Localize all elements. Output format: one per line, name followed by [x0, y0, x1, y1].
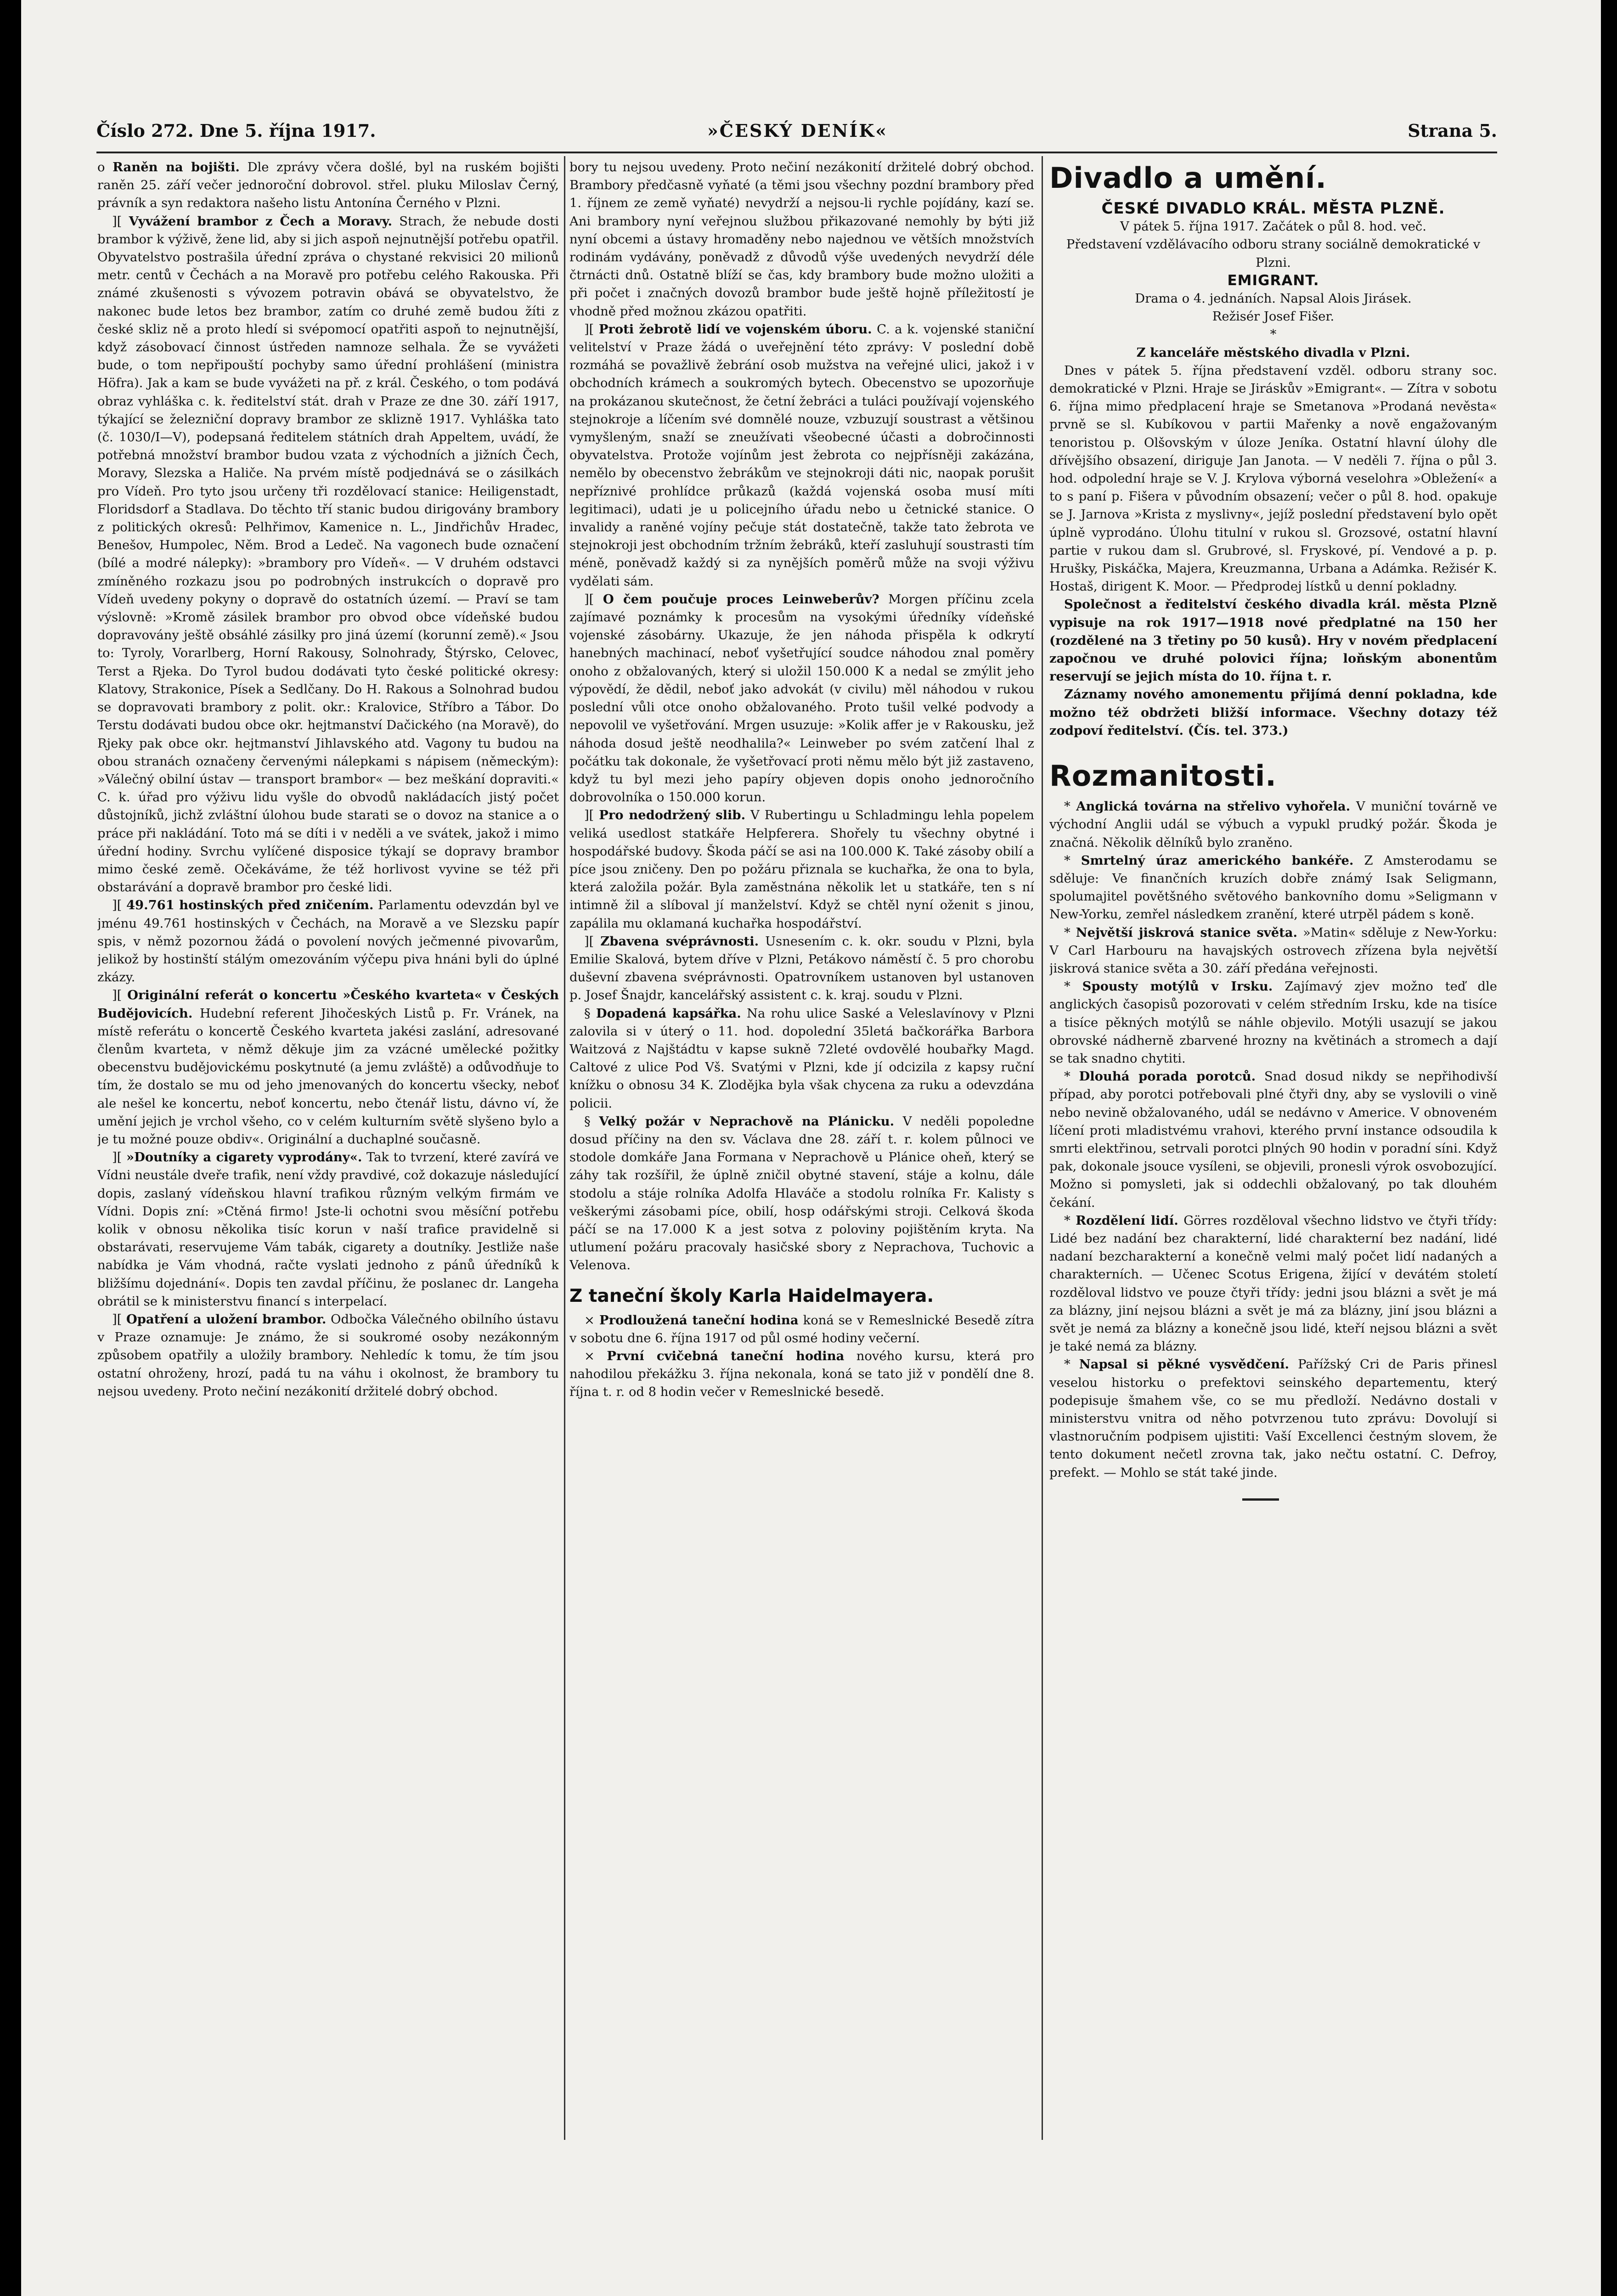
article: ][ Opatření a uložení brambor. Odbočka Válečného obilního ústavu v Praze oznamuje: Je známo, že si soukromé osoby nezákonným způsobem opatřily a uložily brambory. Nehledíc k tomu, že tím jsou ostatní ohroženy, hrozí, padá tu na váhu i okolnost, že brambory tu nejsou uvedeny. Proto nečiní nezákonití držitelé dobrý obchod. [97, 1312, 559, 1399]
article: ][ Pro nedodržený slib. V Rubertingu u Schladmingu lehla popelem veliká usedlost statkáře Helpferera. Shořely tu všechny obytné i hospodářské budovy. Škoda páčí se asi na 100.000 K. Také zásoby obilí a píce jsou zničeny. Den po požáru přiznala se kuchařka, že ona to byla, která založila požár. Byla zaměstnána několik let u statkáře, ten s ní intimně žil a slíboval jí manželství. Když se chtěl nyní oženit s jinou, zapálila mu oklamaná kuchařka hospodářství. [569, 808, 1034, 931]
theatre-section-heading: Divadlo a umění. [1049, 161, 1327, 195]
play-title: EMIGRANT. [1227, 272, 1319, 289]
article: * Anglická továrna na střelivo vyhořela. V muniční továrně ve východní Anglii udál se výbuch a vypukl prudký požár. Škoda je značná. Několik dělníků bylo zraněno. [1049, 799, 1497, 850]
article: o Raněn na bojišti. Dle zprávy včera došlé, byl na ruském bojišti raněn 25. září večer jednoroční dobrovol. střel. pluku Miloslav Černý, právník a syn redaktora našeho listu Antonína Černého v Plzni. [97, 160, 559, 211]
column-1 [97, 158, 559, 2147]
article: * Největší jiskrová stanice světa. »Matin« sděluje z New-Yorku: V Carl Harbouru na havajských ostrovech zřízena byla největší jiskrová stanice světa a 30. září předána veřejnosti. [1049, 925, 1497, 976]
page-number: Strana 5. [1408, 120, 1497, 141]
performance-note: Představení vzdělávacího odboru strany sociálně demokratické v Plzni. [1066, 237, 1481, 270]
article: * Dlouhá porada porotců. Snad dosud nikdy se nepřihodivší případ, aby porotci potřebovali plné čtyři dny, aby se vyslovili o vině nebo nevině obžalovaného, udál se nedávno v Americe. V obnoveném líčení proti mladistvému vrahovi, kterého první instance odsoudila k smrti elektřinou, setrvali porotci plných 90 hodin v poradní síni. Když pak, dokonale jsouce vysíleni, se objevili, pronesli výrok osvobozující. Možno si pomysleti, jak si oddechli obžalovaný, po tak dlouhém čekání. [1049, 1069, 1497, 1210]
play-info: Drama o 4. jednáních. Napsal Alois Jirásek. [1135, 292, 1412, 306]
article: Společnost a ředitelství českého divadla král. města Plzně vypisuje na rok 1917—1918 nové předplatné na 150 her (rozdělené na 3 třetiny po 50 kusů). Hry v novém předplacení započnou ve druhé polovici října; loňským abonentům reservují se jejich místa do 10. října t. r. [1049, 597, 1497, 684]
article: * Smrtelný úraz amerického bankéře. Z Amsterodamu se sděluje: Ve finančních kruzích dobře známý Isak Seligmann, spolumajitel povětšného světového bankovního domu »Seligmann v New-Yorku, zemřel následkem zranění, které utrpěl pádem s koně. [1049, 853, 1497, 922]
article: * Spousty motýlů v Irsku. Zajímavý zjev možno teď dle anglických časopisů pozorovati v celém středním Irsku, kde na tisíce a tisíce pěkných motýlů se náhle objevilo. Motýli usazují se jakou obrovské nádherně zbarvené hrozny na květinách a stromech a dají se tak snadno chytiti. [1049, 979, 1497, 1066]
article: ][ Proti žebrotě lidí ve vojenském úboru. C. a k. vojenské staniční velitelství v Praze žádá o uveřejnění této zprávy: V poslední době rozmáhá se považlivě žebrání osob mužstva na veřejné ulici, jakož i v obchodních krámech a soukromých bytech. Obecenstvo se upozorňuje na prokázanou skutečnost, že četní žebráci a tuláci používají vojenského stejnokroje a líčením své domnělé nouze, vzbuzují soustrast a většinou vymyšleným, snaží se zneužívati všeobecné účasti a dobročinnosti obyvatelstva. Protože vojínům jest žebrota co nejpřísněji zakázána, nemělo by obecenstvo žebrákům ve stejnokroji dáti nic, naopak porušit nepříznivé prohlídce průkazů (každá vojenská osoba musí míti legitimaci), udati je u policejního úřadu nebo u četnické stanice. O invalidy a raněné vojíny pečuje stát dostatečně, takže tato žebrota ve stejnokroji jest obchodním tržním žebráků, kteří zasluhují soustrasti tím méně, poněvadž každý si za nynějších poměrů může na svoji výživu vydělati sám. [569, 321, 1034, 589]
masthead [96, 120, 1497, 148]
article: ][ 49.761 hostinských před zničením. Parlamentu odevzdán byl ve jménu 49.761 hostinských v Čechách, na Moravě a ve Slezsku papír spis, v němž pozornou žádá o povolení nových ječmenné pivovarům, jelikož by hostinští stálým omezováním výčepu piva hnáni byli do úplné zkázy. [97, 898, 559, 985]
column-divider-1 [564, 156, 565, 2140]
separator: * [1270, 327, 1277, 342]
article: × Prodloužená taneční hodina koná se v Remeslnické Besedě zítra v sobotu dne 6. října 1917 od půl osmé hodiny večerní. [569, 1312, 1034, 1345]
article: * Napsal si pěkné vysvědčení. Pařížský Cri de Paris přinesl veselou historku o prefektovi seinského departementu, který podepisuje šmahem vše, co se mu předloží. Nedávno dostali v ministerstvu vnitra od něho potvrzenou tuto zprávu: Dovolují si vlastnoručním podpisem ujistiti: Vaší Excellenci čestným slovem, že tento dokument nečetl zrovna tak, jako nečtu ostatní. C. Defroy, prefekt. — Mohlo se stát také jinde. [1049, 1357, 1497, 1480]
article: § Velký požár v Neprachově na Plánicku. V neděli popoledne dosud příčiny na den sv. Václava dne 28. září t. r. kolem půlnoci ve stodole domkáře Jana Formana v Neprachově u Plánice oheň, který se záhy tak rozšířil, že úplně zničil obytné stavení, stáje a kolnu, dále stodolu a stáje rolníka Adolfa Hlaváče a stodolu rolníka Fr. Kalisty s veškerými zásobami píce, obilí, hosp odářskými stroji. Celková škoda páčí se na 17.000 K a jest sotva z poloviny pojištěním kryta. Na utlumení požáru pracovaly hasičské sbory z Neprachova, Tuchovic a Velenova. [569, 1114, 1034, 1273]
article: ][ Vyvážení brambor z Čech a Moravy. Strach, že nebude dosti brambor k výživě, žene lid, aby si jich aspoň nejnutnější potřebu opatřil. Obyvatelstvo postrašila úřední zpráva o chystané rekvisici 20 milionů metr. centů v Čechách a na Moravě pro potřebu celého Rakouska. Při známé zkušenosti s vývozem potravin obává se obyvatelstvo, že nakonec bude letos bez brambor, zatím co druhé země budou žíti z české skliz ně a proto hledí si svépomocí opatřiti aspoň to nejnutnější, když zásobovací činnost ústředen namnoze selhala. Že se vyvážeti bude, o tom nepřipouští pochyby samo úřední prohlášení (ministra Höfra). Jak a kam se bude vyvážeti na př. z král. Českého, o tom podává obraz vyhláška c. k. ředitelství stát. drah v Praze ze dne 30. září 1917, týkající se železniční dopravy brambor ze sklizně 1917. Vyhláška tato (č. 1030/I—V), podepsaná ředitelem státních drah Appeltem, uvádí, že potřebná množství brambor budou vzata z východních a jižních Čech, Moravy, Slezska a Haliče. Na prvém místě podjednává se o zásilkách pro Vídeň. Pro tyto jsou určeny tři rozdělovací stanice: Heiligenstadt, Floridsdorf a Stadlava. Do těchto tří stanic budou dirigovány brambory z politických okresů: Pelhřimov, Kamenice n. L., Jindřichův Hradec, Benešov, Humpolec, Něm. Brod a Ledeč. Na vagonech bude označení (bílé a modré nálepky): »brambory pro Vídeň«. — V druhém odstavci zmíněného rozkazu jsou po podrobných instrukcích o dopravě pro Vídeň uvedeny pokyny o dopravě do ostatních území. — Praví se tam výslovně: »Kromě zásilek brambor pro obvod obce vídeňské budou dopravovány ještě obsáhlé zásilky pro jiná území (korunní země).« Jsou to: Tyroly, Vorarlberg, Horní Rakousy, Solnohrady, Štýrsko, Celovec, Terst a Rjeka. Do Tyrol budou dodávati tyto české politické okresy: Klatovy, Strakonice, Písek a Sedlčany. Do H. Rakous a Solnohrad budou se dopravovati brambory z polit. okr.: Kralovice, Stříbro a Tábor. Do Terstu dodávati budou obce okr. hejtmanství Dačického (na Moravě), do Rjeky pak obce okr. hejtmanství Jihlavského atd. Vagony tu budou na obou stranách označeny červenými nálepkami s nápisem (německým): »Válečný obilní ústav — transport brambor« — bez meškání dopraviti.« C. k. úřad pro výživu lidu vyšle do obvodů nakládacích jistý počet důstojníků, jichž zvláštní úlohou bude starati se o dovoz na stanice a o práce při nakládání. Toto má se díti i v neděli a ve svátek, jakož i mimo úřední hodiny. Svrchu vylíčené disposice týkají se dopravy brambor mimo české země. Očekáváme, že též horlivost vyvine se též při obstarávání a dopravě brambor pro české lidi. [97, 214, 559, 895]
theatre-office-heading: Z kanceláře městského divadla v Plzni. [1136, 345, 1410, 360]
column-3 [1049, 158, 1497, 2147]
column-2 [569, 158, 1034, 2147]
article: * Rozdělení lidí. Görres rozděloval všechno lidstvo ve čtyři třídy: Lidé bez nadání bez charakterní, lidé charakterní bez nadání, lidé nadaní bezcharakterní a konečně velmi malý počet lidí nadaných a charakterních. — Učenec Scotus Erigena, žijící v devátém století rozděloval lidstvo ve pouze čtyři třídy: jedni jsou blázni a svět je má za blázny, jiní nejsou blázni a svět je má za blázny, jiní jsou blázni a svět je nemá za blázny a konečně jsou lidé, kteří nejsou blázni a svět je také nemá za blázny. [1049, 1213, 1497, 1354]
article: ][ O čem poučuje proces Leinweberův? Morgen příčinu zcela zajímavé poznámky k procesům na vysokými úředníky vídeňské vojenské zásobárny. Ukazuje, že jen náhoda přispěla k odkrytí hanebných machinací, neboť vyšetřující soudce náhodou znal poměry onoho z obžalovaných, který si uložil 150.000 K a nedal se zmýlit jeho výpovědí, že dědil, neboť jako advokát (v civilu) měl náhodou v rukou poslední vůli otce onoho obžalovaného. Proto tušil velké podvody a nepovolil ve vyšetřování. Mrgen usuzuje: »Kolik affer je v Rakousku, jež náhoda dosud ještě neodhalila?« Leinweber po svém zatčení lhal z počátku tak dokonale, že vyšetřovací proti němu mělo být již zastaveno, když tu byl mezi jeho papíry objeven dopis onoho jednoročního dobrovolníka o 150.000 korun. [569, 591, 1034, 805]
article-continued: bory tu nejsou uvedeny. Proto nečiní nezákonití držitelé dobrý obchod. Brambory předčasně vyňaté (a těmi jsou všechny pozdní brambory před 1. říjnem ze země vyňaté) nevydrží a nejsou-li rychle pojídány, kazí se. Ani brambory nyní veřejnou službou přikazované nemohly by býti již nyní obcemi a ústavy hromaděny nebo najednou ve větších množstvích rodinám vydávány, poněvadž z důvodů výše uvedených nevydrží déle čtrnácti dnů. Ostatně blíží se čas, kdy brambory bude možno uložiti a při počet i značných dovozů brambor bude ještě hojně příležitostí je vhodně před možnou zkázou opatřiti. [569, 160, 1034, 319]
article: ][ Zbavena svéprávnosti. Usnesením c. k. okr. soudu v Plzni, byla Emilie Skalová, bytem dříve v Plzni, Petákovo náměstí č. 5 pro chorobu duševní zbavena svéprávnosti. Opatrovníkem ustanoven byl ustanoven p. Josef Šnajdr, kancelářský assistent c. k. kraj. soudu v Plzni. [569, 934, 1034, 1003]
article: ][ »Doutníky a cigarety vyprodány«. Tak to tvrzení, které zavírá ve Vídni neustále dveře trafik, není vždy pravdivé, což dokazuje následující dopis, zaslaný vídeňskou hlavní trafikou různým velkým firmám ve Vídni. Dopis zní: »Ctěná firmo! Jste-li ochotni svou měsíční potřebu kolik v obnosu několika tisíc korun v naší trafice pravidelně si obstarávati, reservujeme Vám tabák, cigarety a doutníky. Jestliže naše nabídka je Vám vhodná, račte vyslati jednoho z pánů úředníků k bližšímu dojednání«. Dopis ten zavdal příčinu, že poslanec dr. Langeha obrátil se k ministerstvu financí s interpelací. [97, 1150, 559, 1309]
article: Dnes v pátek 5. října představení vzděl. odboru strany soc. demokratické v Plzni. Hraje se Jiráskův »Emigrant«. — Zítra v sobotu 6. října mimo předplacení hraje se Smetanova »Prodaná nevěsta« prvně se sl. Kubíkovou v partii Mařenky a nově engažovaným tenoristou p. Olšovským v úloze Jeníka. Ostatní hlavní úlohy dle dřívějšího obsazení, diriguje Jan Janota. — V neděli 7. října o půl 3. hod. odpolední hraje se V. J. Krylova výborná veselohra »Obležení« a to s paní p. Fišera v původním obsazení; večer o půl 8. hod. opakuje se J. Jarnova »Krista z myslivny«, jejíž poslední představení bylo opět úplně vyprodáno. Úlohu titulní v rukou sl. Grozsové, ostatní hlavní partie v rukou dam sl. Grubrové, sl. Fryskové, pí. Vendové a p. p. Hrušky, Piskáčka, Majera, Kreuzmanna, Urbana a Adámka. Režisér K. Hostaš, dirigent K. Moor. — Předprodej lístků u denní pokladny. [1049, 363, 1497, 594]
issue-date: Číslo 272. Dne 5. října 1917. [96, 120, 376, 141]
dance-school-heading: Z taneční školy Karla Haidelmayera. [569, 1285, 934, 1306]
header-rule [96, 152, 1497, 153]
play-director: Režisér Josef Fišer. [1212, 310, 1335, 324]
column-divider-2 [1042, 156, 1043, 2140]
article: Záznamy nového amonementu přijímá denní pokladna, kde možno též obdržeti bližší informace. Všechny dotazy též zodpoví ředitelství. (Čís. tel. 373.) [1049, 687, 1497, 738]
article: ][ Originální referát o koncertu »Českého kvarteta« v Českých Budějovicích. Hudební referent Jihočeských Listů p. Fr. Vránek, na místě referátu o koncertě Českého kvarteta jakési zaslání, adresované členům kvarteta, v němž děkuje jim za vzácné umělecké požitky obecenstvu budějovickému poskytnuté (a jemu zvláště) a odůvodňuje to tím, že dostalo se mu od jeho jmenovaných do koncertu všecky, neboť ale nešel ke koncertu, neboť koncertu, nebo čtenář listu, dávno ví, že umění jejich je vrchol všeho, co v celém kulturním světě slyšeno bylo a je tu možné pouze obdiv«. Originální a duchaplné současně. [97, 988, 559, 1147]
performance-date: V pátek 5. října 1917. Začátek o půl 8. hod. več. [1120, 219, 1426, 234]
article: × První cvičebná taneční hodina nového kursu, která pro nahodilou překážku 3. října nekonala, koná se tato již v pondělí dne 8. října t. r. od 8 hodin večer v Remeslnické besedě. [569, 1349, 1034, 1400]
newspaper-title: »ČESKÝ DENÍK« [707, 120, 888, 141]
end-rule [1242, 1498, 1279, 1501]
miscellany-heading: Rozmanitosti. [1049, 759, 1277, 793]
article: § Dopadená kapsářka. Na rohu ulice Saské a Veleslavínovy v Plzni zalovila si v úterý o 11. hod. dopolední 35letá bačkorářka Barbora Waitzová z Najštádtu v kapse sukně 72leté ovdovělé houbařky Magd. Caltové z ulice Pod Vš. Svatými v Plzni, kde jí odcizila z kapsy ruční knížku o obnosu 34 K. Zlodějka byla však chycena za ruku a odevzdána policii. [569, 1006, 1034, 1111]
theatre-title: ČESKÉ DIVADLO KRÁL. MĚSTA PLZNĚ. [1101, 199, 1445, 218]
